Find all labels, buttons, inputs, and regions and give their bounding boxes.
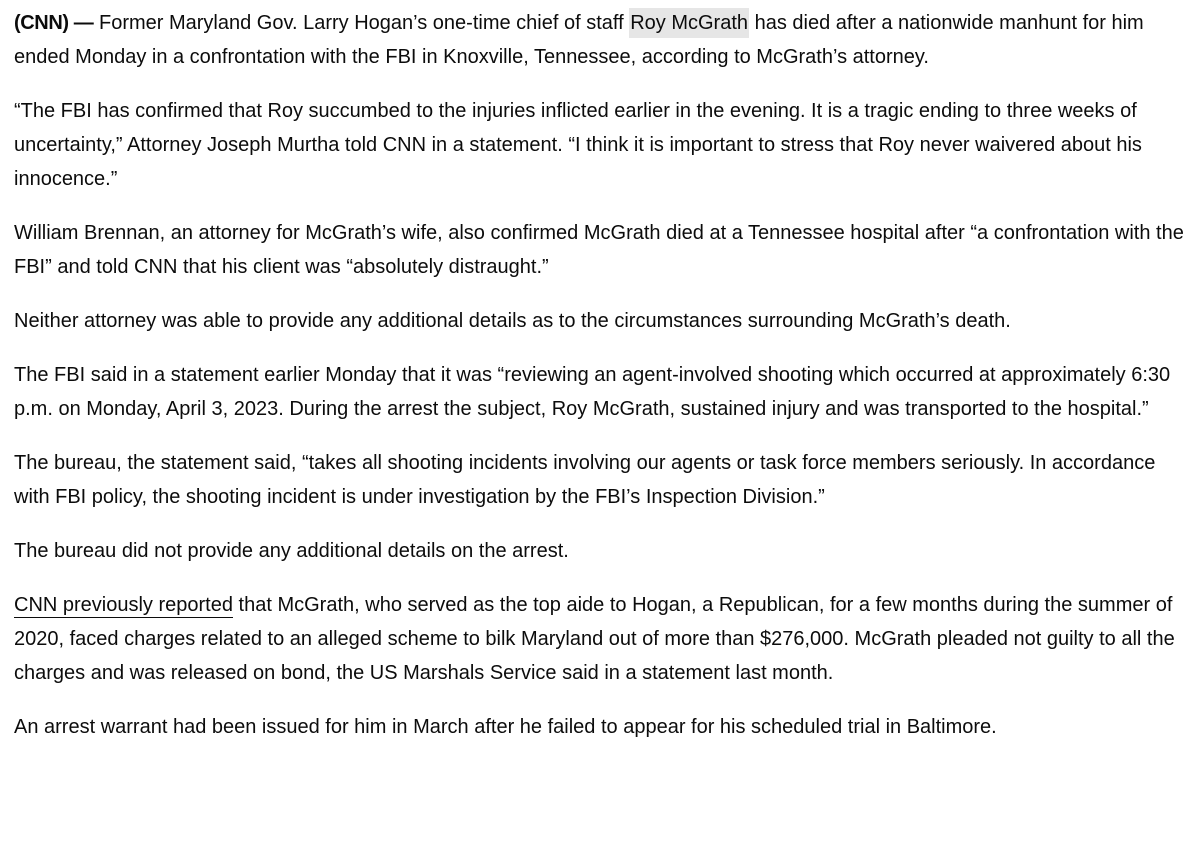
paragraph-9: An arrest warrant had been issued for him in March after he failed to appear for his scheduled trial in Baltimore. <box>14 716 997 738</box>
paragraph-5: The FBI said in a statement earlier Monday that it was “reviewing an agent-involved shooting which occurred at approximately 6:30 p.m. on Monday, April 3, 2023. During the arrest the subject, Roy McGrath, sustained injury and was transported to the hospital.” <box>14 364 1171 420</box>
paragraph-6: The bureau, the statement said, “takes all shooting incidents involving our agents or task force members seriously. In accordance with FBI policy, the shooting incident is under investigation by the FBI’s Inspection Division.” <box>14 452 1156 508</box>
paragraph-1-text-before: Former Maryland Gov. Larry Hogan’s one-time chief of staff <box>93 12 630 34</box>
paragraph-7: The bureau did not provide any additional details on the arrest. <box>14 540 569 562</box>
paragraph-8 <box>14 588 1196 690</box>
paragraph-3: William Brennan, an attorney for McGrath’s wife, also confirmed McGrath died at a Tennessee hospital after “a confrontation with the FBI” and told CNN that his client was “absolutely distraught.” <box>14 222 1184 278</box>
source-label: (CNN) — <box>14 12 94 34</box>
paragraph-4: Neither attorney was able to provide any additional details as to the circumstances surrounding McGrath’s death. <box>14 310 1011 332</box>
previously-reported-link[interactable]: CNN previously reported <box>14 594 233 616</box>
paragraph-1 <box>14 6 1196 74</box>
paragraph-2: “The FBI has confirmed that Roy succumbed to the injuries inflicted earlier in the evening. It is a tragic ending to three weeks of uncertainty,” Attorney Joseph Murtha told CNN in a statement. “I think it is important to stress that Roy never waivered about his innocence.” <box>14 100 1142 190</box>
highlighted-name[interactable]: Roy McGrath <box>629 8 749 38</box>
paragraph-1-text-after: has died after a nationwide manhunt for him ended Monday in a confrontation with the FBI in Knoxville, Tennessee, according to McGrath’s attorney. <box>14 12 1144 68</box>
paragraph-8-text-after: that McGrath, who served as the top aide to Hogan, a Republican, for a few months during the summer of 2020, faced charges related to an alleged scheme to bilk Maryland out of more than $276,000. McGrath pleaded not guilty to all the charges and was released on bond, the US Marshals Service said in a statement last month. <box>14 594 1175 684</box>
